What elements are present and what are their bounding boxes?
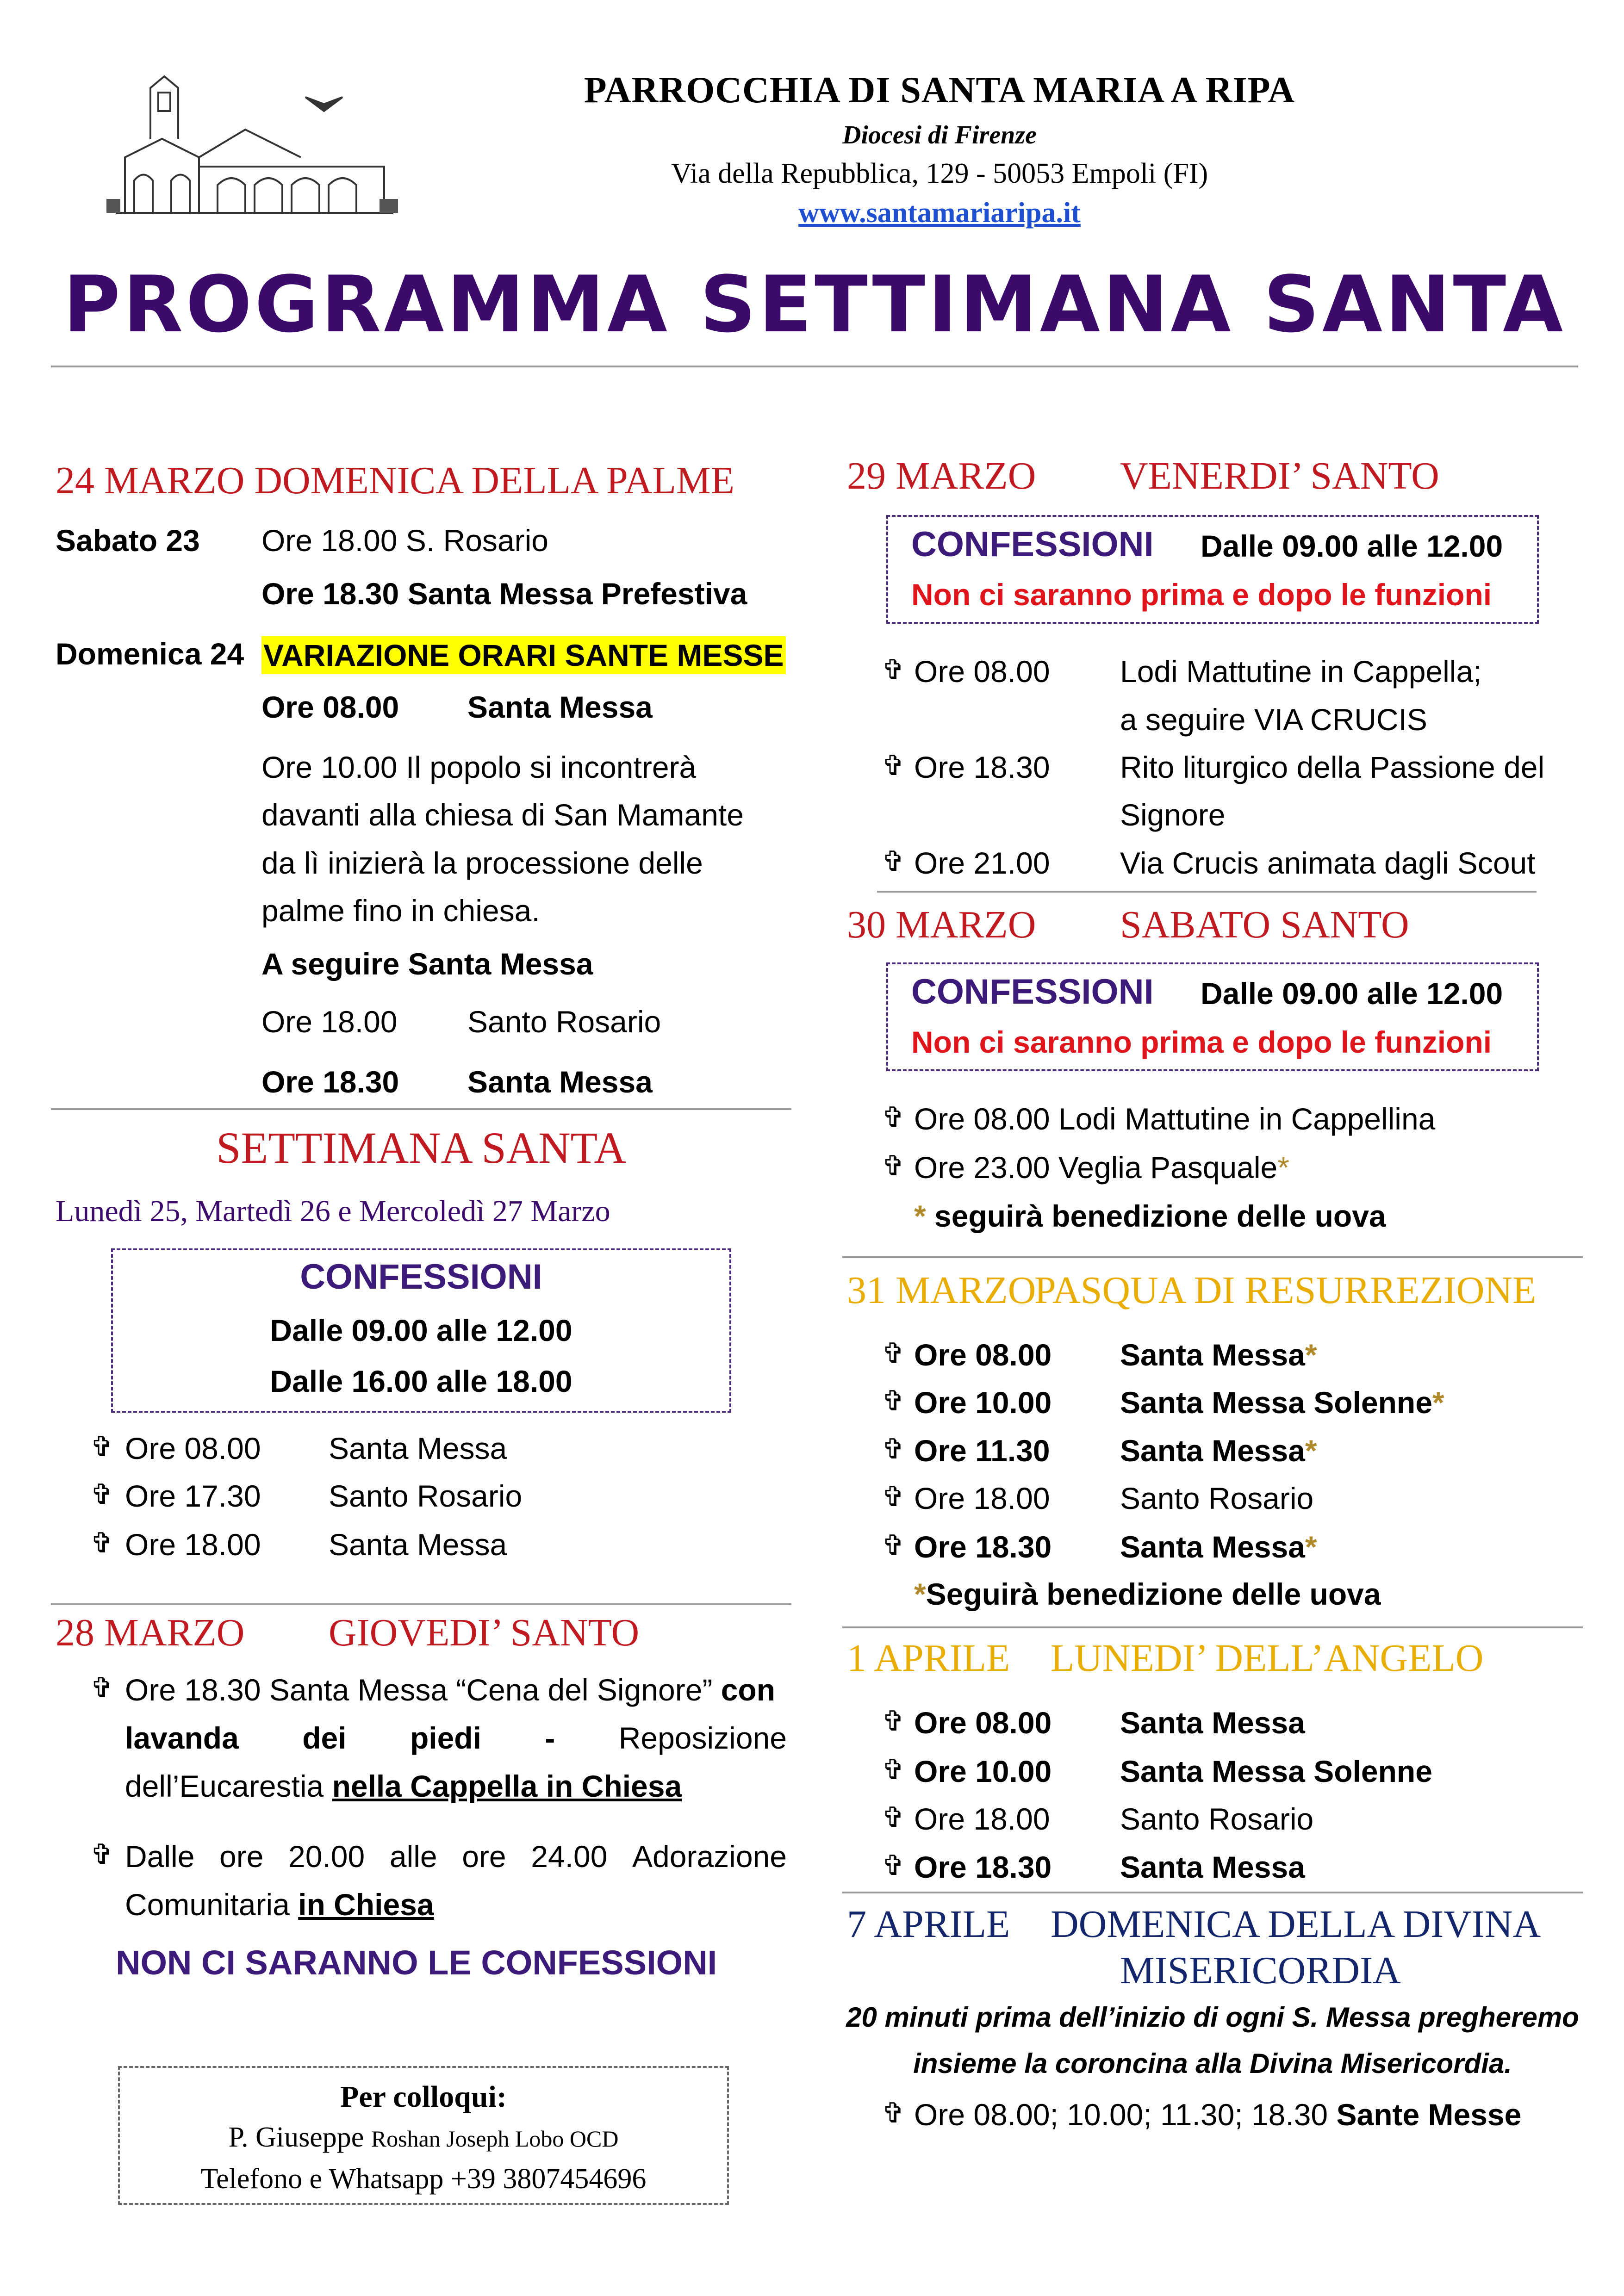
thursday-reposizione: Reposizione: [618, 1721, 787, 1755]
palme-row-time: Ore 08.00: [261, 690, 399, 724]
cross-icon: ✞: [882, 1530, 905, 1561]
confession-box: [886, 515, 1539, 624]
thursday-mass-bold: con: [721, 1673, 776, 1707]
thursday-mass-text: Ore 18.30 Santa Messa “Cena del Signore”: [125, 1673, 721, 1707]
procession-line: palme fino in chiesa.: [261, 894, 540, 928]
no-confessions-notice: NON CI SARANNO LE CONFESSIONI: [116, 1943, 717, 1982]
page-title: PROGRAMMA SETTIMANA SANTA: [63, 259, 1566, 350]
schedule-text: Signore: [1120, 798, 1226, 832]
asterisk: *: [914, 1199, 926, 1233]
schedule-time: Ore 08.00: [914, 1338, 1052, 1372]
thursday-chapel: nella Cappella in Chiesa: [332, 1769, 682, 1803]
confession-label: CONFESSIONI: [300, 1257, 542, 1297]
schedule-text: [914, 1152, 1289, 1183]
saturday-rosary: Ore 18.00 S. Rosario: [261, 523, 548, 558]
section-title-palme: 24 MARZO DOMENICA DELLA PALME: [56, 459, 734, 502]
schedule-time: Ore 18.30: [914, 1850, 1052, 1884]
schedule-time: Ore 21.00: [914, 846, 1050, 880]
section-title-sabato-date: 30 MARZO: [847, 903, 1036, 946]
section-divider: [51, 1603, 791, 1605]
palme-row-text: Santa Messa: [467, 1065, 653, 1099]
schedule-text: Santa Messa: [1120, 1706, 1305, 1740]
palme-row-time: Ore 18.30: [261, 1065, 399, 1099]
section-divider: [842, 1256, 1583, 1258]
schedule-time: Ore 17.30: [125, 1479, 261, 1513]
egg-blessing-note: [914, 1201, 1386, 1231]
cross-icon: ✞: [882, 750, 905, 781]
schedule-time: Ore 10.00: [914, 1385, 1052, 1420]
cross-icon: ✞: [882, 1481, 905, 1512]
asterisk: *: [914, 1577, 926, 1611]
contact-title: Per colloqui:: [340, 2080, 507, 2114]
confession-box: [886, 962, 1539, 1071]
palme-row-text: Santa Messa: [467, 690, 653, 724]
section-title-giovedi-day: GIOVEDI’ SANTO: [329, 1611, 640, 1654]
schedule-text: Via Crucis animata dagli Scout: [1120, 846, 1536, 880]
asterisk: *: [1277, 1150, 1289, 1185]
section-divider: [877, 891, 1537, 893]
schedule-time: Ore 18.00: [125, 1527, 261, 1562]
contact-name-full: Roshan Joseph Lobo OCD: [371, 2126, 619, 2152]
schedule-time: Ore 08.00: [914, 1706, 1052, 1740]
schedule-time: Ore 11.30: [914, 1433, 1050, 1468]
schedule-text: Santo Rosario: [1120, 1802, 1314, 1836]
schedule-time: Ore 18.00: [914, 1802, 1050, 1836]
cross-icon: ✞: [882, 1385, 905, 1416]
section-title-misericordia-day-2: MISERICORDIA: [1120, 1949, 1401, 1992]
thursday-lavanda: lavanda: [125, 1721, 239, 1755]
thursday-adoration-community: Comunitaria: [125, 1887, 299, 1922]
cross-icon: ✞: [882, 1150, 905, 1181]
weekdays-subtitle: Lunedì 25, Martedì 26 e Mercoledì 27 Marzo: [56, 1194, 610, 1228]
section-title-angelo-date: 1 APRILE: [847, 1637, 1010, 1680]
confession-time: Dalle 16.00 alle 18.00: [270, 1364, 572, 1398]
saturday-mass: Ore 18.30 Santa Messa Prefestiva: [261, 577, 747, 611]
schedule-change-banner: VARIAZIONE ORARI SANTE MESSE: [261, 636, 786, 674]
contact-name-first: P. Giuseppe: [228, 2122, 371, 2153]
website-link[interactable]: www.santamariaripa.it: [798, 197, 1081, 229]
section-title-pasqua-date: 31 MARZO: [847, 1269, 1036, 1312]
procession-line: davanti alla chiesa di San Mamante: [261, 798, 744, 832]
schedule-text: Santa Messa Solenne: [1120, 1754, 1432, 1788]
confession-label: CONFESSIONI: [911, 525, 1154, 564]
schedule-time: Ore 18.30: [914, 750, 1050, 784]
thursday-piedi: piedi: [410, 1721, 481, 1755]
cross-icon: ✞: [90, 1839, 114, 1870]
schedule-text: [914, 2099, 1521, 2130]
section-divider: [842, 1626, 1583, 1628]
thursday-adoration: Dalle ore 20.00 alle ore 24.00 Adorazione Comunitaria in Chiesa: [125, 1839, 787, 1922]
schedule-text: Ore 08.00 Lodi Mattutine in Cappellina: [914, 1102, 1436, 1136]
contact-phone[interactable]: Telefono e Whatsapp +39 3807454696: [200, 2163, 647, 2195]
schedule-text: Santa Messa: [329, 1431, 507, 1465]
mass-label: Sante Messe: [1336, 2097, 1522, 2132]
thursday-adoration-place: in Chiesa: [298, 1887, 434, 1922]
confession-box: [111, 1248, 731, 1413]
egg-blessing-note: [914, 1579, 1381, 1609]
saturday-label: Sabato 23: [56, 523, 200, 558]
schedule-text: Santo Rosario: [329, 1479, 523, 1513]
schedule-text: Rito liturgico della Passione del: [1120, 750, 1545, 784]
section-title-sabato-day: SABATO SANTO: [1120, 903, 1409, 946]
schedule-text: Lodi Mattutine in Cappella;: [1120, 654, 1482, 689]
schedule-time: Ore 18.30: [914, 1530, 1052, 1564]
schedule-text: Santo Rosario: [1120, 1481, 1314, 1515]
palme-row-time: Ore 18.00: [261, 1005, 398, 1039]
schedule-text: Santa Messa: [329, 1527, 507, 1562]
chaplet-note: 20 minuti prima dell’inizio di ogni S. Messa pregheremo: [846, 2002, 1579, 2033]
egg-blessing-text: Seguirà benedizione delle uova: [926, 1577, 1381, 1611]
schedule-text: a seguire VIA CRUCIS: [1120, 702, 1427, 737]
schedule-time: Ore 08.00: [914, 654, 1050, 689]
cross-icon: ✞: [882, 1802, 905, 1833]
schedule-time: Ore 18.00: [914, 1481, 1050, 1515]
chaplet-note: insieme la coroncina alla Divina Misericordia.: [913, 2048, 1512, 2079]
section-title-venerdi-day: VENERDI’ SANTO: [1120, 454, 1439, 497]
confession-note: Non ci saranno prima e dopo le funzioni: [911, 577, 1492, 612]
cross-icon: ✞: [882, 2097, 905, 2128]
schedule-text: Santa Messa*: [1120, 1530, 1317, 1564]
cross-icon: ✞: [90, 1672, 114, 1703]
schedule-time: Ore 08.00: [125, 1431, 261, 1465]
cross-icon: ✞: [882, 1706, 905, 1737]
schedule-time: Ore 10.00: [914, 1754, 1052, 1788]
diocese: Diocesi di Firenze: [842, 121, 1037, 149]
section-title-settimana: SETTIMANA SANTA: [216, 1123, 626, 1173]
confession-label: CONFESSIONI: [911, 972, 1154, 1011]
vigil-text: Ore 23.00 Veglia Pasquale: [914, 1150, 1278, 1185]
header-divider: [51, 366, 1578, 367]
procession-line: Ore 10.00 Il popolo si incontrerà: [261, 750, 697, 784]
cross-icon: ✞: [90, 1527, 114, 1558]
cross-icon: ✞: [882, 1754, 905, 1785]
section-title-angelo-day: LUNEDI’ DELL’ANGELO: [1051, 1637, 1484, 1680]
thursday-dash: -: [545, 1721, 555, 1755]
section-title-venerdi-date: 29 MARZO: [847, 454, 1036, 497]
address: Via della Repubblica, 129 - 50053 Empoli (FI): [671, 158, 1208, 189]
confession-time: Dalle 09.00 alle 12.00: [1201, 976, 1503, 1011]
parish-name: PARROCCHIA DI SANTA MARIA A RIPA: [584, 70, 1295, 111]
schedule-text: Santa Messa*: [1120, 1433, 1317, 1468]
procession-line: da lì inizierà la processione delle: [261, 846, 703, 880]
church-logo: [106, 60, 403, 227]
thursday-eucarestia: dell’Eucarestia: [125, 1769, 332, 1803]
contact-box: [118, 2066, 729, 2205]
procession-follow: A seguire Santa Messa: [261, 947, 593, 981]
section-title-misericordia-date: 7 APRILE: [847, 1903, 1010, 1946]
cross-icon: ✞: [90, 1431, 114, 1462]
egg-blessing-text: seguirà benedizione delle uova: [934, 1199, 1386, 1233]
section-title-giovedi-date: 28 MARZO: [56, 1611, 245, 1654]
confession-time: Dalle 09.00 alle 12.00: [270, 1313, 572, 1347]
cross-icon: ✞: [882, 846, 905, 877]
section-divider: [51, 1108, 791, 1110]
section-divider: [842, 1892, 1583, 1893]
cross-icon: ✞: [882, 1850, 905, 1881]
confession-note: Non ci saranno prima e dopo le funzioni: [911, 1025, 1492, 1059]
section-title-pasqua-day: PASQUA DI RESURREZIONE: [1034, 1269, 1537, 1312]
mass-times: Ore 08.00; 10.00; 11.30; 18.30: [914, 2097, 1337, 2132]
section-title-misericordia-day: DOMENICA DELLA DIVINA: [1051, 1903, 1541, 1946]
palme-row-text: Santo Rosario: [467, 1005, 661, 1039]
sunday-label: Domenica 24: [56, 637, 244, 671]
schedule-text: Santa Messa: [1120, 1850, 1305, 1884]
schedule-text: Santa Messa Solenne*: [1120, 1385, 1444, 1420]
schedule-text: Santa Messa*: [1120, 1338, 1317, 1372]
thursday-dei: dei: [302, 1721, 347, 1755]
cross-icon: ✞: [882, 654, 905, 685]
thursday-mass-description: [125, 1666, 787, 1810]
cross-icon: ✞: [882, 1338, 905, 1369]
cross-icon: ✞: [882, 1102, 905, 1133]
cross-icon: ✞: [90, 1479, 114, 1510]
confession-time: Dalle 09.00 alle 12.00: [1201, 529, 1503, 563]
cross-icon: ✞: [882, 1433, 905, 1464]
contact-name: [120, 2121, 727, 2154]
